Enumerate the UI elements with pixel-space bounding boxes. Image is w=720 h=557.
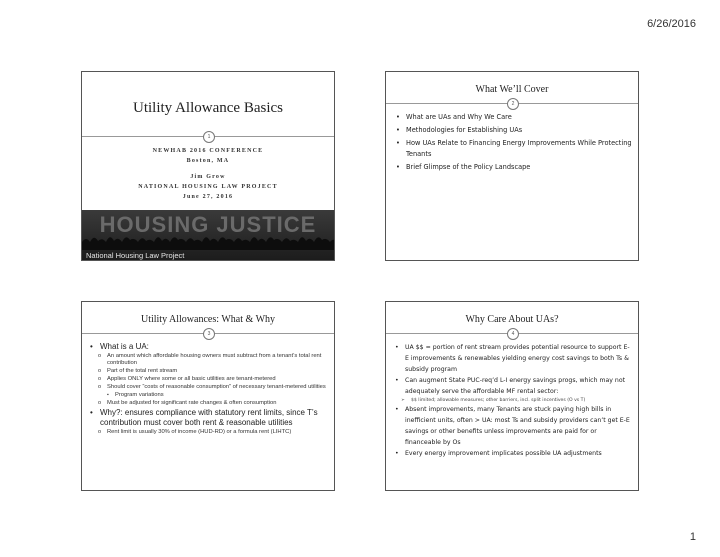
list-item: o Rent limit is usually 30% of income (HUD-RD) or a formula rent (LIHTC) <box>90 429 328 436</box>
slide-4 <box>385 301 639 491</box>
crowd-silhouette-icon <box>82 232 335 250</box>
presentation-date: June 27, 2016 <box>182 194 234 200</box>
slide-number-badge: 1 <box>203 131 215 143</box>
agenda-list <box>396 112 632 175</box>
list-item: • How UAs Relate to Financing Energy Improvements While Protecting Tenants <box>396 138 632 160</box>
list-item: • Can augment State PUC-req’d L-I energy savings progs, which may not adequately serve the affordable MF rental sector: <box>395 375 633 397</box>
slide-number-badge: 2 <box>507 98 519 110</box>
list-item: o Part of the total rent stream <box>90 368 328 375</box>
slide-1 <box>81 71 335 261</box>
housing-justice-banner <box>82 210 334 261</box>
slide-number-badge: 4 <box>507 328 519 340</box>
slide-1-title: Utility Allowance Basics <box>133 100 283 116</box>
list-item: • UA $$ = portion of rent stream provides potential resource to support E-E improvements & renewables yielding energy cost savings to both Ts & subsidy program <box>395 342 633 375</box>
list-item: o Should cover “costs of reasonable consumption” of necessary tenant-metered utilities <box>90 384 328 391</box>
slide-4-title: Why Care About UAs? <box>465 314 559 325</box>
list-item: o Applies ONLY where some or all basic utilities are tenant-metered <box>90 376 328 383</box>
sub-list-item: ➢ $$ limited; allowable measures; other barriers, incl. split incentives (O vs T) <box>395 397 633 404</box>
slide-3 <box>81 301 335 491</box>
banner-text: HOUSING JUSTICE <box>99 212 317 237</box>
slide-2 <box>385 71 639 261</box>
conference-name: NEWHAB 2016 CONFERENCE <box>152 148 264 154</box>
slide-2-title: What We’ll Cover <box>475 84 549 95</box>
list-item: • Absent improvements, many Tenants are stuck paying high bills in inefficient units, often > UA: most Ts and subsidy providers can’t get E-E savings or other benefits unless improvements are paid for or financeable by Os <box>395 404 633 448</box>
list-item: • What are UAs and Why We Care <box>396 112 632 123</box>
presenter-name: Jim Grow <box>190 174 226 180</box>
slide-3-body <box>90 342 328 437</box>
list-item: o Must be adjusted for significant rate changes & often consumption <box>90 400 328 407</box>
why-heading: • Why?: ensures compliance with statutory rent limits, since T’s contribution must cover both rent & reasonable utilities <box>90 408 328 428</box>
list-item: o An amount which affordable housing owners must subtract from a tenant’s total rent contribution <box>90 353 328 367</box>
slide-3-title: Utility Allowances: What & Why <box>140 314 276 325</box>
sub-list-item: ▪ Program variations <box>90 392 328 399</box>
slide-number-badge: 3 <box>203 328 215 340</box>
why-care-list <box>395 342 633 459</box>
conference-location: Boston, MA <box>186 158 230 164</box>
banner-caption: National Housing Law Project <box>86 251 185 260</box>
what-heading: • What is a UA: <box>90 342 328 352</box>
page-number: 1 <box>689 531 696 543</box>
list-item: • Methodologies for Establishing UAs <box>396 125 632 136</box>
list-item: • Brief Glimpse of the Policy Landscape <box>396 162 632 173</box>
organization-name: NATIONAL HOUSING LAW PROJECT <box>138 184 278 190</box>
list-item: • Every energy improvement implicates possible UA adjustments <box>395 448 633 459</box>
header-date: 6/26/2016 <box>647 18 696 30</box>
